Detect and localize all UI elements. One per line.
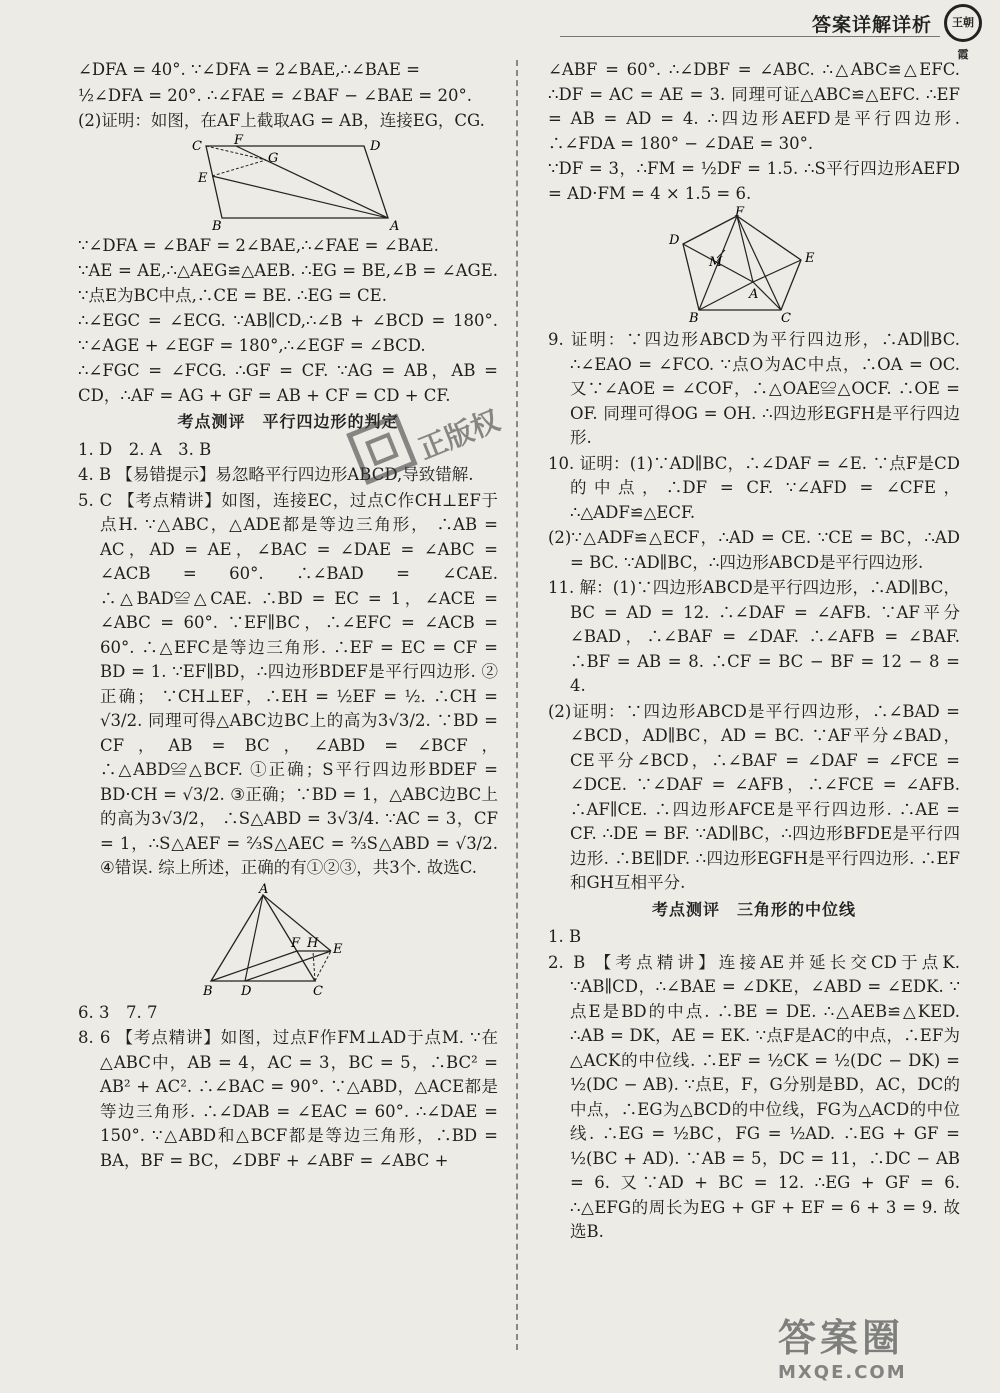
- fig2-label: H: [307, 935, 319, 951]
- fig2-label: F: [291, 935, 301, 951]
- section-title: 考点测评 平行四边形的判定: [177, 412, 399, 431]
- fig3-label: E: [805, 251, 815, 266]
- site-watermark: [778, 1307, 988, 1387]
- fig2-label: C: [313, 983, 323, 999]
- fig2-label: A: [259, 881, 269, 897]
- text-span: ∴S△ABD = 3√3/4. ∵AC = 3，CF = 1，∴S△AEF = ⅔S△AEC = ⅔S△ABD = √3/2. ④错误. 综上所述，正确的有①②③，共3个. 故选C.: [100, 809, 498, 877]
- fig1-label: B: [212, 218, 222, 234]
- right-column: [548, 58, 960, 1246]
- text-line: ∴∠FGC = ∠FCG. ∴GF = CF. ∵AG = AB，AB = CD，∴AF = AG + GF = AB + CF = CD + CF.: [78, 361, 498, 405]
- answer-item-5: [78, 489, 498, 881]
- fig3-label: B: [689, 311, 699, 326]
- section-title: 考点测评 三角形的中位线: [651, 899, 856, 919]
- answer-item-9: 9. 证明：∵四边形ABCD为平行四边形，∴AD∥BC. ∴∠EAO = ∠FCO. ∵点O为AC中点，∴OA = OC. 又∵∠AOE = ∠COF，∴△OAE≌△OCF. ∴OE = OF. 同理可得OG = OH. ∴四边形EGFH是平行四边形.: [548, 330, 960, 447]
- answer-item-10: 10. 证明：(1)∵AD∥BC，∴∠DAF = ∠E. ∵点F是CD的中点，∴DF = CF. ∵∠AFD = ∠CFE，∴△ADF≌△ECF.: [548, 453, 960, 522]
- watermark-text: 答案圈: [778, 1316, 905, 1360]
- fig3-label: C: [781, 311, 791, 326]
- text-line: ∴∠EGC = ∠ECG. ∵AB∥CD,∴∠B + ∠BCD = 180°. ∵∠AGE + ∠EGF = 180°,∴∠EGF = ∠BCD.: [78, 311, 498, 355]
- figure-equilateral-triangles: [203, 881, 373, 999]
- figure-parallelogram-abcd: [178, 132, 400, 234]
- fig1-label: C: [192, 138, 202, 154]
- fig1-label: A: [390, 218, 400, 234]
- page-header: [0, 0, 1000, 61]
- figure-pentagon-abcdef: [669, 205, 839, 326]
- fig1-label: E: [198, 170, 208, 186]
- column-divider: [516, 60, 518, 1350]
- publisher-logo-icon: 王朝霞: [944, 4, 982, 42]
- watermark-url: MXQE.COM: [778, 1362, 907, 1383]
- left-column: [78, 58, 498, 1174]
- fig1-label: G: [268, 150, 279, 166]
- fig3-label: F: [735, 205, 745, 220]
- header-title: 答案详解详析: [811, 14, 932, 36]
- answer-item-8: 8. 6 【考点精讲】如图，过点F作FM⊥AD于点M. ∵在△ABC中，AB = 4，AC = 3，BC = 5，∴BC² = AB² + AC². ∴∠BAC = 90°. ∵△ABD，△ACE都是等边三角形. ∴∠DAB = ∠EAC = 60°. ∴∠DAE = 150°. ∵△ABD和△BCF都是等边三角形，∴BD = BA，BF = BC，∠DBF + ∠ABF = ∠ABC +: [78, 1028, 498, 1170]
- answer-line: 6. 3 7. 7: [78, 1002, 158, 1022]
- stamp-text: 正版权: [414, 403, 505, 466]
- text-line: ∵∠DFA = ∠BAF = 2∠BAE,∴∠FAE = ∠BAE.: [78, 235, 439, 255]
- fig1-label: D: [370, 138, 381, 154]
- answer-item-4: 4. B 【易错提示】易忽略平行四边形ABCD,导致错解.: [78, 465, 474, 484]
- answer-item-11-part2: (2)证明：∵四边形ABCD是平行四边形，∴∠BAD = ∠BCD，AD∥BC，AD = BC. ∵AF平分∠BAD，CE平分∠BCD，∴∠BAF = ∠DAF = ∠FCE = ∠DCE. ∵∠DAF = ∠AFB，∴∠FCE = ∠AFB. ∴AF∥CE. ∴四边形AFCE是平行四边形. ∴AE = CF. ∴DE = BF. ∵AD∥BC，∴四边形BFDE是平行四边形. ∴BE∥DF. ∴四边形EGFH是平行四边形. ∴EF和GH互相平分.: [548, 701, 960, 892]
- text-line: ∵DF = 3，∴FM = ½DF = 1.5. ∴S平行四边形AEFD = AD·FM = 4 × 1.5 = 6.: [548, 159, 960, 203]
- fig1-label: F: [234, 132, 244, 148]
- answer-line: 1. B: [548, 927, 582, 946]
- text-span: ∵EF∥BC，∴∠EFC = ∠ACB = 60°. ∴△EFC是等边三角形. ∴EF = EC = CF = BD = 1. ∵EF∥BD，∴四边形BDEF是平行四边形. ②正确；: [100, 613, 498, 706]
- text-span: ∴AB = AC，AD = AE，∠BAC = ∠DAE = ∠ABC = ∠ACB = 60°. ∴∠BAD = ∠CAE. ∴△BAD≌△CAE. ∴BD = EC = 1，∠ACE = ∠ABC = 60°.: [100, 515, 498, 632]
- fig3-label: D: [669, 233, 680, 248]
- text-line: ½∠DFA = 20°. ∴∠FAE = ∠BAF − ∠BAE = 20°.: [78, 85, 472, 105]
- fig3-label: M: [709, 255, 723, 270]
- answer-item-2: 2. B 【考点精讲】连接AE并延长交CD于点K. ∵AB∥CD，∴∠BAE = ∠DKE，∠ABD = ∠EDK. ∵点E是BD的中点. ∴BE = DE. ∴△AEB≌△KED. ∴AB = DK，AE = EK. ∵点F是AC的中点，∴EF为△ACK的中位线. ∴EF = ½CK = ½(DC − DK) = ½(DC − AB). ∵点E，F，G分别是BD，AC，DC的中点，∴EG为△BCD的中位线，FG为△ACD的中位线. ∴EG = ½BC，FG = ½AD. ∴EG + GF = ½(BC + AD). ∵AB = 5，DC = 11，∴DC − AB = 6. 又∵AD + BC = 12. ∴EG + GF = 6. ∴△EFG的周长为EG + GF + EF = 6 + 3 = 9. 故选B.: [548, 952, 960, 1241]
- fig2-label: B: [203, 983, 213, 999]
- answer-item-11: 11. 解：(1)∵四边形ABCD是平行四边形，∴AD∥BC，BC = AD = 12. ∴∠DAF = ∠AFB. ∵AF平分∠BAD，∴∠BAF = ∠DAF. ∴∠AFB = ∠BAF. ∴BF = AB = 8. ∴CF = BC − BF = 12 − 8 = 4.: [548, 578, 960, 695]
- answer-item-10-part2: (2)∵△ADF≌△ECF，∴AD = CE. ∵CE = BC，∴AD = BC. ∵AD∥BC，∴四边形ABCD是平行四边形.: [548, 528, 960, 572]
- text-span: ∵CH⊥EF，∴EH = ½EF = ½. ∴CH = √3/2. 同理可得△ABC边BC上的高为3√3/2. ∵BD = CF，AB = BC，∠ABD = ∠BCF，∴△ABD≌△BCF.: [100, 686, 499, 779]
- text-line: (2)证明：如图，在AF上截取AG = AB，连接EG，CG.: [78, 111, 485, 130]
- text-line: ∠ABF = 60°. ∴∠DBF = ∠ABC. ∴△ABC≌△EFC. ∴DF = AC = AE = 3. 同理可证△ABC≌△EFC. ∴EF = AB = AD = 4. ∴四边形AEFD是平行四边形. ∴∠FDA = 180° − ∠DAE = 30°.: [548, 60, 960, 153]
- fig3-label: A: [749, 287, 759, 302]
- text-span: 5. C 【考点精讲】如图，连接EC，过点C作CH⊥EF于点H. ∵△ABC，△ADE都是等边三角形，: [78, 490, 498, 534]
- text-span: ①正确；S平行四边形BDEF = BD·CH = √3/2. ③正确；∵BD = 1，△ABC边BC上的高为3√3/2，: [100, 760, 499, 828]
- fig2-label: E: [333, 941, 343, 957]
- text-line: ∵AE = AE,∴△AEG≌△AEB. ∴EG = BE,∠B = ∠AGE. ∵点E为BC中点,∴CE = BE. ∴EG = CE.: [78, 261, 498, 305]
- answer-line: 1. D 2. A 3. B: [78, 439, 212, 459]
- text-line: ∠DFA = 40°. ∵∠DFA = 2∠BAE,∴∠BAE =: [78, 60, 420, 79]
- fig2-label: D: [241, 983, 252, 999]
